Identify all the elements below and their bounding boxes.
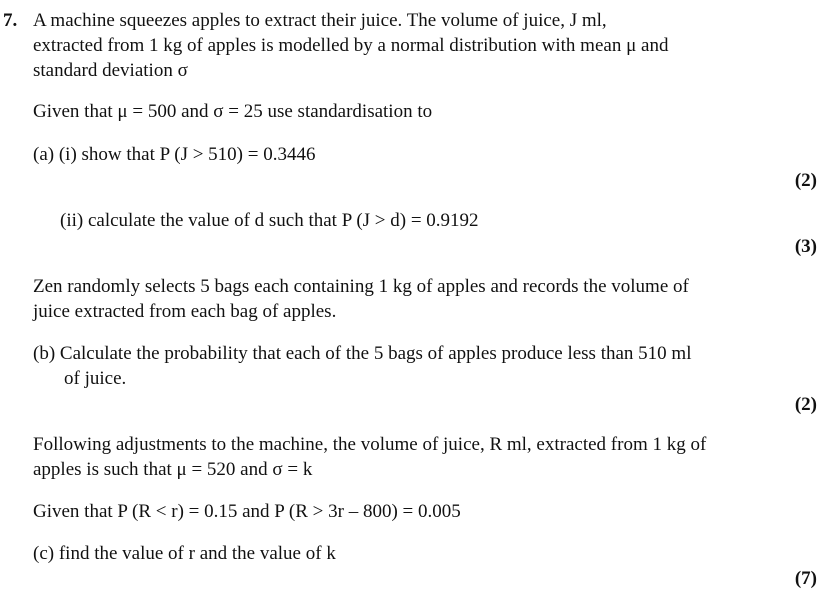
part-b-line-1: (b) Calculate the probability that each of the 5 bags of apples produce less than 510 ml (33, 343, 692, 364)
zen-line-1: Zen randomly selects 5 bags each containing 1 kg of apples and records the volume of (33, 276, 689, 297)
following-line-1: Following adjustments to the machine, the volume of juice, R ml, extracted from 1 kg of (33, 434, 707, 455)
given-statement: Given that μ = 500 and σ = 25 use standardisation to (33, 101, 433, 122)
part-a-ii: (ii) calculate the value of d such that P (J > d) = 0.9192 (60, 210, 479, 231)
given-c-statement: Given that P (R < r) = 0.15 and P (R > 3r – 800) = 0.005 (33, 501, 461, 522)
intro-line-1: A machine squeezes apples to extract their juice. The volume of juice, J ml, (33, 10, 607, 31)
part-c-marks: (7) (794, 568, 817, 589)
zen-line-2: juice extracted from each bag of apples. (33, 301, 337, 322)
part-a-i-marks: (2) (794, 170, 817, 191)
part-a-ii-marks: (3) (794, 236, 817, 257)
part-c: (c) find the value of r and the value of k (33, 543, 336, 564)
intro-line-3: standard deviation σ (33, 60, 188, 81)
intro-line-2: extracted from 1 kg of apples is modelled by a normal distribution with mean μ and (33, 35, 669, 56)
part-b-line-2: of juice. (64, 368, 127, 389)
following-line-2: apples is such that μ = 520 and σ = k (33, 459, 313, 480)
part-b-marks: (2) (794, 394, 817, 415)
question-number: 7. (3, 10, 18, 31)
part-a-i: (a) (i) show that P (J > 510) = 0.3446 (33, 144, 316, 165)
